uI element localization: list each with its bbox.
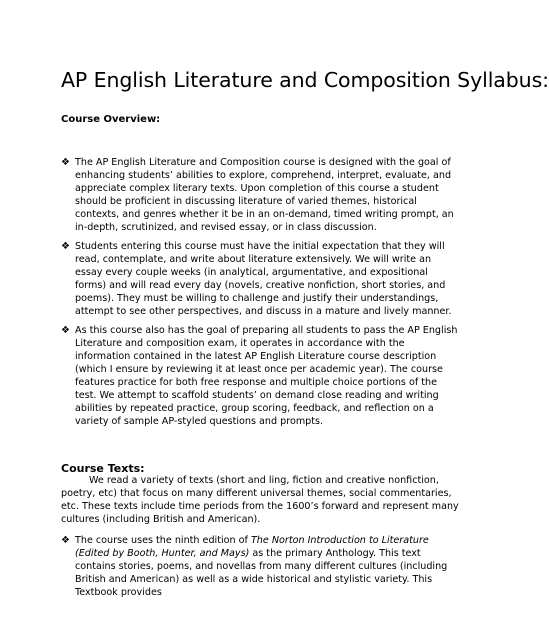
overview-bullet-1 — [61, 156, 461, 234]
texts-bullet-1 — [61, 534, 461, 599]
texts-bullet-plain-start: The course uses the ninth edition of — [75, 535, 251, 546]
course-overview-heading: Course Overview: — [61, 114, 161, 125]
diamond-bullet-icon: ❖ — [61, 241, 70, 252]
anthology-title: The Norton Introduction to Literature (Edited by Booth, Hunter, and Mays) — [75, 535, 429, 559]
diamond-bullet-icon: ❖ — [61, 535, 70, 546]
diamond-bullet-icon: ❖ — [61, 157, 70, 168]
overview-bullet-1-text: The AP English Literature and Composition course is designed with the goal of enhancing students’ abilities to explore, comprehend, interpret, evaluate, and appreciate complex literary texts. Upon completion of this course a student should be proficient in discussing literature of varied themes, historical contexts, and genres whether it be in an on-demand, timed writing prompt, an in-depth, scrutinized, and revised essay, or in class discussion. — [75, 157, 454, 233]
course-texts-intro — [61, 474, 471, 526]
document-title: AP English Literature and Composition Syllabus: — [61, 68, 549, 92]
overview-bullet-2-text: Students entering this course must have the initial expectation that they will read, contemplate, and write about literature extensively. We will write an essay every couple weeks (in analytical, argumentative, and expositional forms) and will read every day (novels, creative nonfiction, short stories, and poems). They must be willing to challenge and justify their understandings, attempt to see other perspectives, and discuss in a mature and lively manner. — [75, 241, 452, 317]
texts-bullet-1-text — [75, 534, 461, 599]
overview-bullet-3-text: As this course also has the goal of preparing all students to pass the AP English Literature and composition exam, it operates in accordance with the information contained in the latest AP English Literature course description (which I ensure by reviewing it at least once per academic year). The course features practice for both free response and multiple choice portions of the test. We attempt to scaffold students’ on demand close reading and writing abilities by repeated practice, group scoring, feedback, and reflection on a variety of sample AP-styled questions and prompts. — [75, 325, 458, 427]
course-texts-heading: Course Texts: — [61, 462, 145, 475]
course-texts-intro-text: We read a variety of texts (short and ling, fiction and creative nonfiction, poetry, etc) that focus on many different universal themes, social commentaries, etc. These texts include time periods from the 1600’s forward and represent many cultures (including British and American). — [61, 475, 459, 525]
overview-bullet-2 — [61, 240, 461, 318]
overview-bullet-3 — [61, 324, 461, 428]
texts-bullet-plain-end: as the primary Anthology. This text contains stories, poems, and novellas from many different cultures (including British and American) as well as a wide historical and stylistic variety. This Textbook provides — [75, 548, 448, 598]
diamond-bullet-icon: ❖ — [61, 325, 70, 336]
